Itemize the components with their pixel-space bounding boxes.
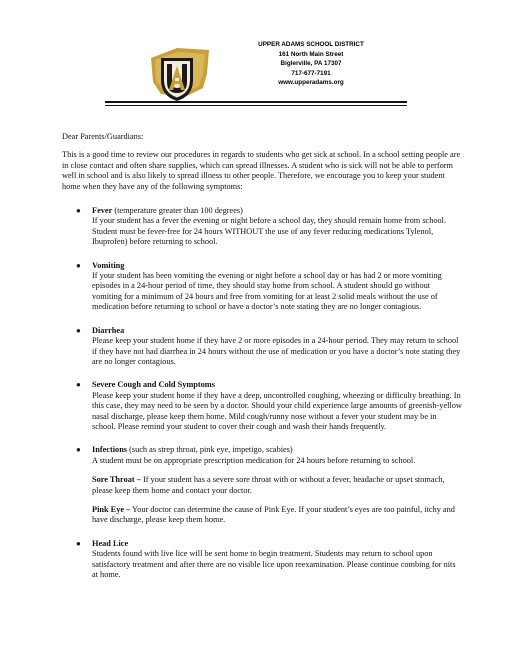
bullet-icon: ● <box>76 538 81 548</box>
district-street: 161 North Main Street <box>278 50 344 58</box>
intro-paragraph: This is a good time to review our procedures in regards to students who get sick at school. In a school setting people are in close contact and often share supplies, which can spread illnesses. A student who is sick will not be able to perform well in school and is also likely to spread illness to other people. Therefore, we encourage you to keep your student home when they have any of the following symptoms: <box>62 150 461 191</box>
symptom-vomiting <box>62 261 462 313</box>
subsection-text: Your doctor can determine the cause of Pink Eye. If your student’s eyes are too painful, itchy and have discharge, please keep them home. <box>92 504 455 525</box>
symptom-text: If your student has a fever the evening or night before a school day, they should remain home from school. Student must be fever-free for 24 hours WITHOUT the use of any fever reducing medications Tylenol, Ibuprofen) before returning to school. <box>92 216 447 247</box>
symptom-qualifier: (such as strep throat, pink eye, impetigo, scabies) <box>127 445 293 455</box>
symptom-title: Fever <box>92 206 113 216</box>
subsection-title: Pink Eye – <box>92 504 131 514</box>
district-address-block <box>236 40 386 88</box>
bullet-icon: ● <box>76 260 81 270</box>
letterhead <box>0 28 512 108</box>
subsection-sore-throat <box>92 475 462 496</box>
symptom-list <box>62 206 462 580</box>
district-city: Biglerville, PA 17307 <box>280 60 342 68</box>
symptom-title: Head Lice <box>92 538 129 548</box>
salutation: Dear Parents/Guardians: <box>62 132 144 141</box>
symptom-text: Please keep your student home if they have 2 or more episodes in a 24-hour period. They may return to school if they have not had diarrhea in 24 hours without the use of medication or you have a doctor’s note stating they are no longer contagious. <box>92 336 461 366</box>
subsection-title: Sore Throat – <box>92 475 141 485</box>
symptom-text: If your student has been vomiting the evening or night before a school day or has had 2 or more vomiting episodes in a 24-hour period of time, they should stay home from school. A student should go without vomiting for a minimum of 24 hours and free from vomiting for at least 2 solid meals without the use of medication before returning to school or have a doctor’s note stating they are no longer contagious. <box>92 271 442 312</box>
letter-body <box>62 132 462 593</box>
symptom-title: Severe Cough and Cold Symptoms <box>92 380 215 390</box>
symptom-diarrhea <box>62 326 462 368</box>
symptom-cough-cold <box>62 380 462 432</box>
letterhead-rule-thin <box>105 105 407 106</box>
symptom-text: Please keep your student home if they have a deep, uncontrolled coughing, wheezing or difficulty breathing. In this case, they may need to be seen by a doctor. Should your child experience large amounts of greenish-yellow nasal discharge, please keep them home. Mild cough/runny nose without a fever your student may be in school. Please remind your student to cover their cough and wash their hands frequently. <box>92 390 462 431</box>
bullet-icon: ● <box>76 445 81 455</box>
symptom-text: A student must be on appropriate prescription medication for 24 hours before returning to school. <box>92 455 416 465</box>
symptom-qualifier: (temperature greater than 100 degrees) <box>112 206 243 216</box>
symptom-title: Diarrhea <box>92 325 125 335</box>
symptom-title: Vomiting <box>92 260 125 270</box>
bullet-icon: ● <box>76 325 81 335</box>
district-name: UPPER ADAMS SCHOOL DISTRICT <box>258 41 364 48</box>
bullet-icon: ● <box>76 380 81 390</box>
upper-adams-logo-icon <box>147 44 213 104</box>
subsection-pink-eye <box>92 505 462 526</box>
symptom-title: Infections <box>92 445 128 455</box>
letterhead-rule <box>105 101 407 103</box>
symptom-head-lice <box>62 539 462 581</box>
symptom-fever <box>62 206 462 248</box>
symptom-infections <box>62 445 462 525</box>
subsection-text: If your student has a severe sore throat with or without a fever, headache or upset stomach, please keep them home and contact your doctor. <box>92 475 445 495</box>
bullet-icon: ● <box>76 206 81 216</box>
district-website: www.upperadams.org <box>278 79 344 87</box>
symptom-text: Students found with live lice will be sent home to begin treatment. Students may return to school upon satisfactory treatment and after there are no visible lice upon reexamination. Please continue combing for nits at home. <box>92 549 456 579</box>
district-phone: 717-677-7191 <box>291 69 331 77</box>
